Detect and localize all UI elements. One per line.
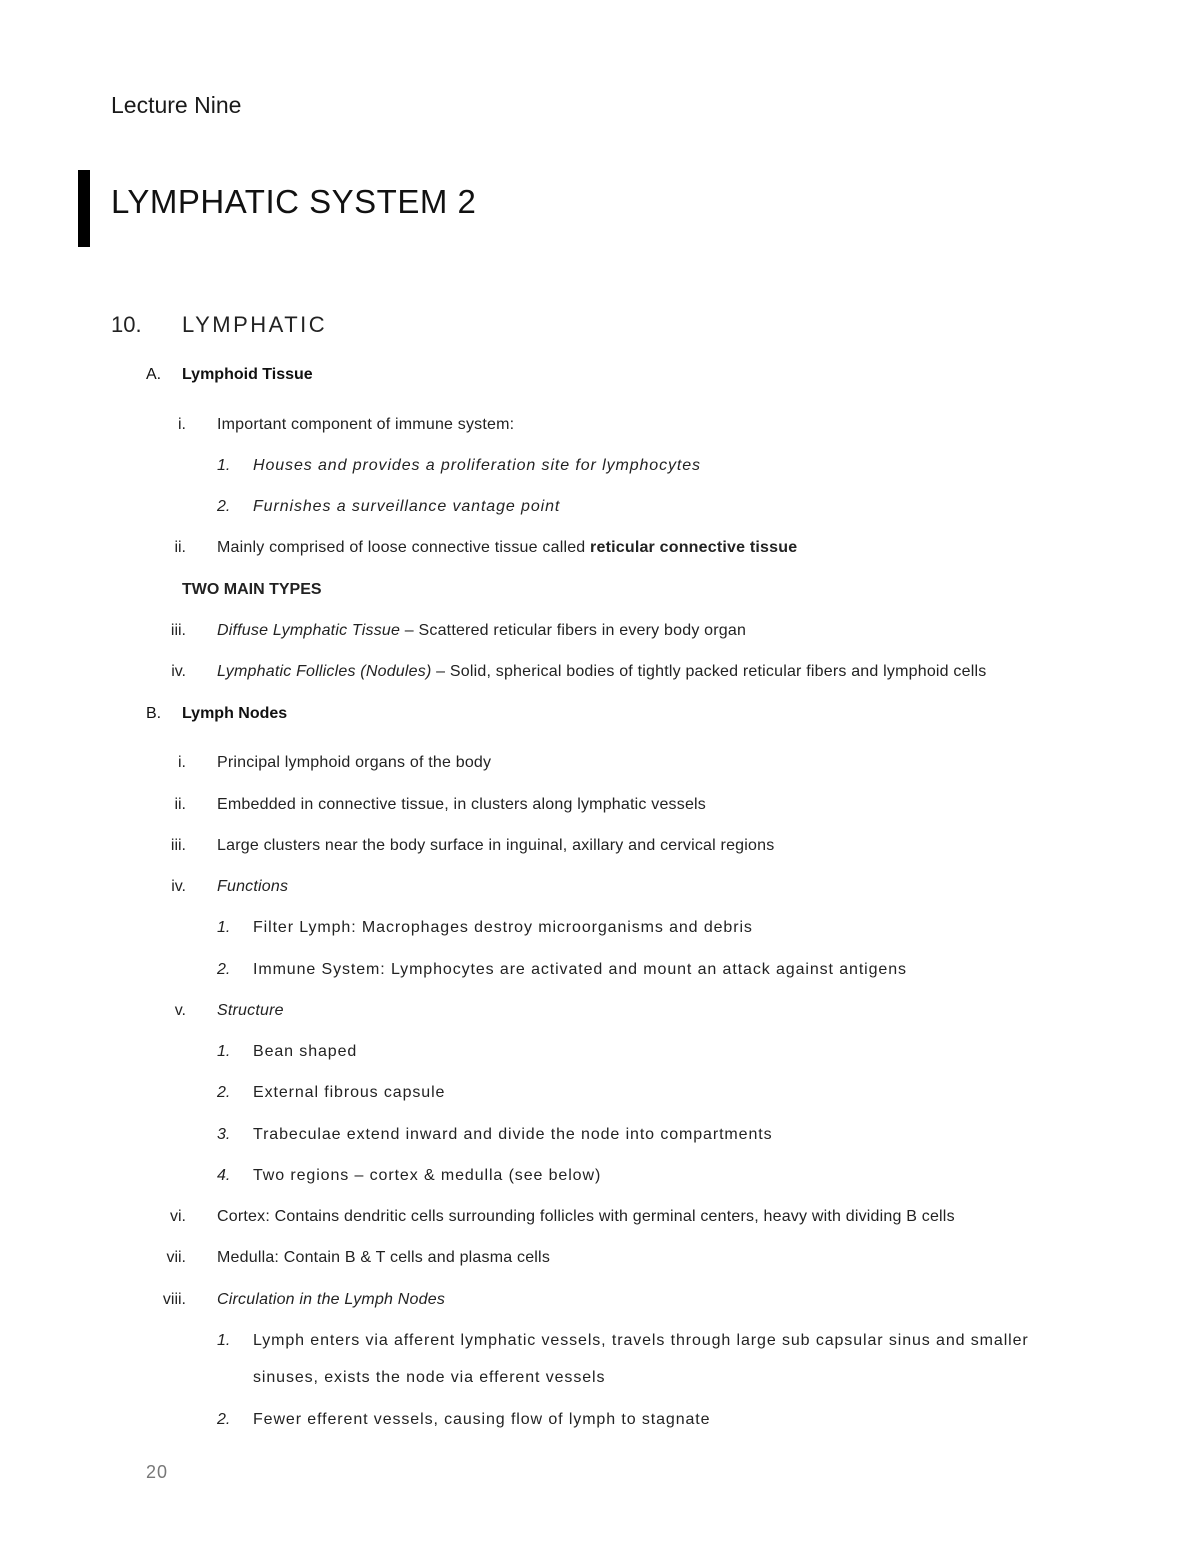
key-term: Diffuse Lymphatic Tissue: [217, 622, 401, 639]
list-marker: 1.: [217, 919, 231, 936]
list-item-text: Filter Lymph: Macrophages destroy microorganisms and debris: [253, 919, 753, 936]
list-marker: 2.: [217, 1084, 231, 1101]
list-marker: vii.: [166, 1249, 186, 1266]
list-item-text: Embedded in connective tissue, in clusters along lymphatic vessels: [217, 796, 706, 813]
subsection-letter: B.: [146, 705, 162, 722]
text-span: – Scattered reticular fibers in every body organ: [400, 622, 747, 639]
key-term: Lymphatic Follicles (Nodules): [217, 663, 432, 680]
list-item-text: Trabeculae extend inward and divide the node into compartments: [253, 1126, 773, 1143]
list-marker: iv.: [171, 878, 186, 895]
types-heading: TWO MAIN TYPES: [182, 581, 322, 598]
list-marker: iii.: [170, 837, 186, 854]
list-item-text: Large clusters near the body surface in inguinal, axillary and cervical regions: [217, 837, 775, 854]
list-marker: ii.: [174, 539, 186, 556]
list-marker: 3.: [217, 1126, 231, 1143]
list-item-text: Immune System: Lymphocytes are activated and mount an attack against antigens: [253, 961, 907, 978]
section-number: 10.: [111, 312, 142, 337]
subsection-b-heading: [146, 705, 546, 725]
list-marker: v.: [174, 1002, 186, 1019]
list-item-text: Structure: [217, 1002, 284, 1019]
list-item-text: Houses and provides a proliferation site for lymphocytes: [253, 457, 701, 474]
list-item-text: [217, 663, 986, 681]
list-item-text: Two regions – cortex & medulla (see below): [253, 1167, 602, 1184]
list-item-text-continued: sinuses, exists the node via efferent vessels: [253, 1369, 606, 1386]
list-item-text: Important component of immune system:: [217, 416, 515, 433]
section-name: LYMPHATIC: [182, 312, 328, 337]
list-item-text: Cortex: Contains dendritic cells surrounding follicles with germinal centers, heavy with dividing B cells: [217, 1208, 955, 1225]
list-marker: vi.: [170, 1208, 186, 1225]
list-item-text: Fewer efferent vessels, causing flow of lymph to stagnate: [253, 1411, 711, 1428]
list-marker: 1.: [217, 457, 231, 474]
list-item-text: Circulation in the Lymph Nodes: [217, 1291, 446, 1308]
list-item-text: Functions: [217, 878, 289, 895]
list-marker: 4.: [217, 1167, 231, 1184]
list-item-text: External fibrous capsule: [253, 1084, 446, 1101]
list-marker: i.: [178, 754, 186, 771]
list-item-text: Bean shaped: [253, 1043, 358, 1060]
subsection-letter: A.: [146, 366, 162, 383]
list-marker: 1.: [217, 1043, 231, 1060]
list-marker: iii.: [170, 622, 186, 639]
list-marker: 1.: [217, 1332, 231, 1349]
page-title: LYMPHATIC SYSTEM 2: [111, 183, 477, 220]
list-item-text: Principal lymphoid organs of the body: [217, 754, 492, 771]
subsection-title: Lymphoid Tissue: [182, 366, 313, 383]
list-item-text: [217, 622, 746, 640]
list-marker: ii.: [174, 796, 186, 813]
title-accent-bar: [78, 170, 90, 247]
list-item-text: [217, 539, 797, 557]
key-term: reticular connective tissue: [590, 539, 798, 556]
list-marker: i.: [178, 416, 186, 433]
list-marker: 2.: [217, 498, 231, 515]
text-span: – Solid, spherical bodies of tightly packed reticular fibers and lymphoid cells: [431, 663, 987, 680]
subsection-a-heading: [146, 366, 546, 386]
section-heading: [111, 312, 327, 338]
list-item-text: Medulla: Contain B & T cells and plasma cells: [217, 1249, 551, 1266]
text-span: Mainly comprised of loose connective tissue called: [217, 539, 591, 556]
subsection-title: Lymph Nodes: [182, 705, 288, 722]
lecture-label: Lecture Nine: [111, 92, 242, 118]
list-item-text: Lymph enters via afferent lymphatic vessels, travels through large sub capsular sinus and smaller: [253, 1332, 1029, 1349]
list-marker: 2.: [217, 961, 231, 978]
list-marker: 2.: [217, 1411, 231, 1428]
list-marker: viii.: [162, 1291, 186, 1308]
list-marker: iv.: [171, 663, 186, 680]
page-number: 20: [146, 1462, 169, 1482]
list-item-text: Furnishes a surveillance vantage point: [253, 498, 561, 515]
